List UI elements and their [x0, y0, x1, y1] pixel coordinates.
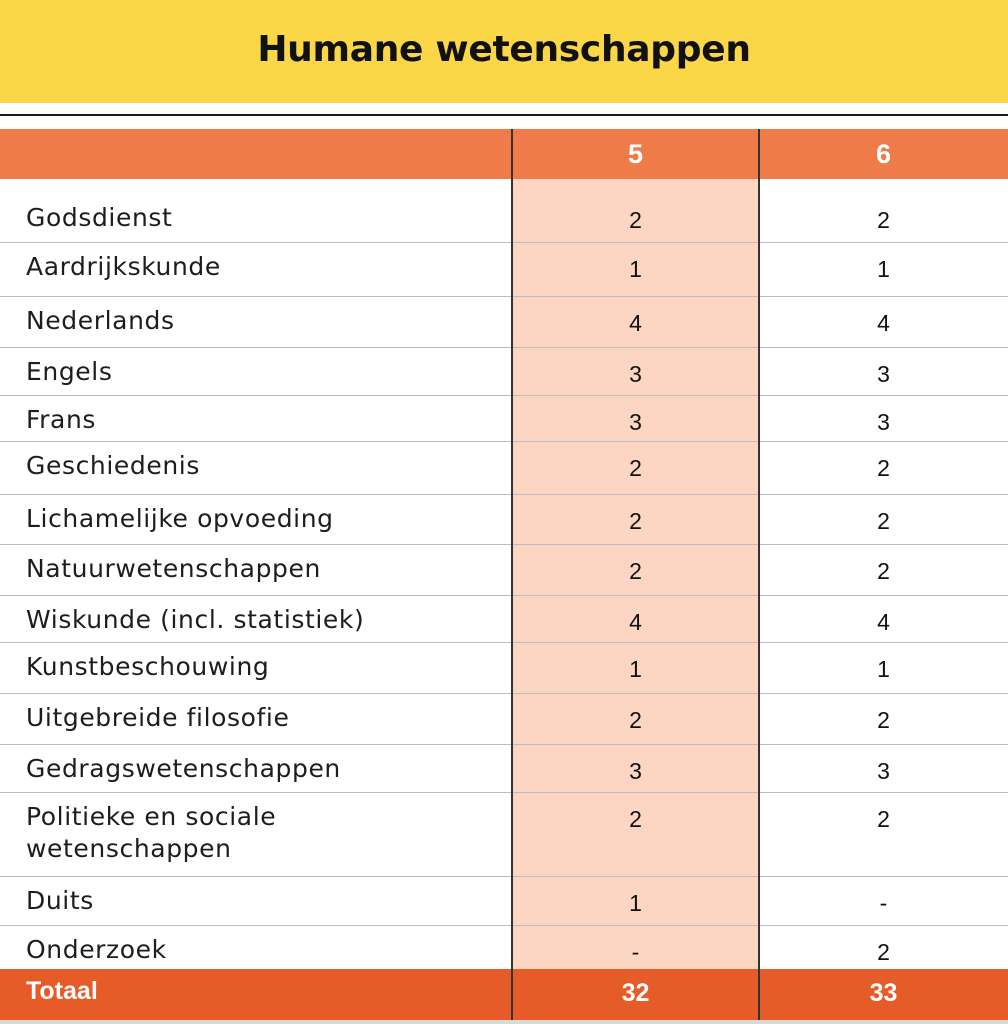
page-title: Humane wetenschappen — [257, 29, 751, 70]
year-5-cell: 1 — [629, 256, 642, 282]
year-5-cell: 1 — [629, 890, 642, 916]
table-row — [0, 877, 1008, 926]
year-5-cell: 3 — [629, 758, 642, 784]
year-6-cell: 2 — [877, 707, 890, 733]
year-5-cell: - — [631, 939, 640, 965]
table-row — [0, 793, 1008, 877]
table-row — [0, 194, 1008, 243]
subject-cell: Geschiedenis — [26, 451, 200, 480]
year-6-cell: 3 — [877, 361, 890, 387]
subject-cell: Onderzoek — [26, 935, 167, 964]
subject-cell: Wiskunde (incl. statistiek) — [26, 605, 365, 634]
year-6-cell: - — [879, 890, 888, 916]
table-row — [0, 596, 1008, 643]
year-6-cell: 1 — [877, 656, 890, 682]
table-row — [0, 348, 1008, 396]
year-6-cell: 3 — [877, 758, 890, 784]
title-bar — [0, 0, 1008, 103]
table-row — [0, 545, 1008, 596]
subject-cell: Duits — [26, 886, 94, 915]
table-row — [0, 495, 1008, 545]
year-6-cell: 2 — [877, 455, 890, 481]
column-divider — [758, 129, 760, 1021]
bottom-edge — [0, 1020, 1008, 1024]
year-5-cell: 4 — [629, 609, 642, 635]
subject-cell: Uitgebreide filosofie — [26, 703, 290, 732]
total-year-6: 33 — [869, 979, 898, 1007]
year-5-cell: 3 — [629, 361, 642, 387]
year-6-cell: 2 — [877, 939, 890, 965]
subject-cell: Natuurwetenschappen — [26, 554, 321, 583]
table-row — [0, 442, 1008, 495]
year-6-cell: 2 — [877, 508, 890, 534]
table-row — [0, 745, 1008, 793]
table-row — [0, 297, 1008, 348]
table-row — [0, 643, 1008, 694]
table-header — [0, 129, 1008, 179]
total-row — [0, 969, 1008, 1021]
subject-cell: Engels — [26, 357, 113, 386]
year-5-cell: 1 — [629, 656, 642, 682]
year-6-cell: 1 — [877, 256, 890, 282]
subject-cell: Aardrijkskunde — [26, 252, 221, 281]
header-year-5: 5 — [627, 138, 644, 169]
subject-cell: Frans — [26, 405, 97, 434]
year-6-cell: 2 — [877, 558, 890, 584]
table-row — [0, 243, 1008, 297]
table-row — [0, 926, 1008, 975]
hours-table — [0, 129, 1008, 1007]
column-divider — [511, 129, 513, 1021]
total-label: Totaal — [26, 977, 98, 1005]
subject-cell: Kunstbeschouwing — [26, 652, 270, 681]
year-5-cell: 2 — [629, 508, 642, 534]
divider — [0, 114, 1008, 116]
year-6-cell: 3 — [877, 409, 890, 435]
subject-cell: Godsdienst — [26, 203, 173, 232]
year-6-cell: 2 — [877, 207, 890, 233]
table-row — [0, 694, 1008, 745]
year-5-cell: 4 — [629, 310, 642, 336]
year-6-cell: 4 — [877, 310, 890, 336]
year-5-cell: 3 — [629, 409, 642, 435]
subject-cell: Politieke en sociale wetenschappen — [26, 802, 277, 863]
subject-cell: Nederlands — [26, 306, 175, 335]
year-6-cell: 2 — [877, 806, 890, 832]
header-year-6: 6 — [875, 138, 892, 169]
year-5-cell: 2 — [629, 558, 642, 584]
subject-cell: Gedragswetenschappen — [26, 754, 341, 783]
year-5-cell: 2 — [629, 806, 642, 832]
year-5-cell: 2 — [629, 707, 642, 733]
table-row — [0, 396, 1008, 442]
year-5-cell: 2 — [629, 455, 642, 481]
total-year-5: 32 — [621, 979, 650, 1007]
year-6-cell: 4 — [877, 609, 890, 635]
year-5-cell: 2 — [629, 207, 642, 233]
subject-cell: Lichamelijke opvoeding — [26, 504, 334, 533]
